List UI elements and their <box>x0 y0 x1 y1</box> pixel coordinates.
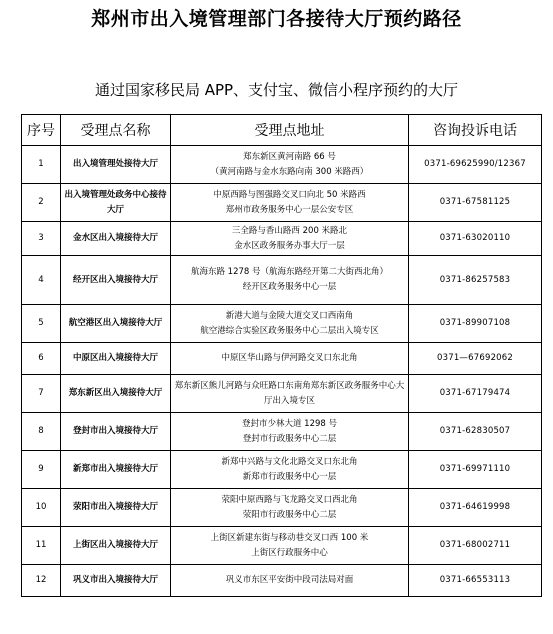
row-office-name: 登封市出入境接待大厅 <box>61 413 171 451</box>
row-phone: 0371-86257583 <box>409 256 542 305</box>
address-line: 荥阳中原西路与飞龙路交叉口西北角 <box>221 494 358 505</box>
row-address <box>171 256 409 305</box>
row-office-name: 经开区出入境接待大厅 <box>61 256 171 305</box>
address-line: 登封市少林大道 1298 号 <box>241 418 338 429</box>
row-phone: 0371-68002711 <box>409 527 542 565</box>
address-line: 郑州市政务服务中心一层公安专区 <box>225 204 354 215</box>
row-phone: 0371-64619998 <box>409 489 542 527</box>
row-office-name: 上街区出入境接待大厅 <box>61 527 171 565</box>
page-title: 郑州市出入境管理部门各接待大厅预约路径 <box>91 8 462 30</box>
address-line: 郑东新区熊儿河路与众旺路口东南角郑东新区政务服务中心大厅出入境专区 <box>174 380 405 406</box>
address-line: 登封市行政服务中心二层 <box>242 433 337 444</box>
row-seq: 4 <box>22 256 61 305</box>
row-office-name: 金水区出入境接待大厅 <box>61 222 171 256</box>
table-row <box>22 565 542 597</box>
address-line: 郑东新区黄河南路 66 号 <box>243 151 336 162</box>
row-phone: 0371-62830507 <box>409 413 542 451</box>
table-row <box>22 256 542 305</box>
row-seq: 2 <box>22 184 61 222</box>
address-line: 新港大道与金陵大道交叉口西南角 <box>225 310 354 321</box>
row-seq: 8 <box>22 413 61 451</box>
row-phone: 0371-69625990/12367 <box>409 146 542 184</box>
address-line: 经开区政务服务中心一层 <box>242 282 337 292</box>
row-address <box>171 375 409 413</box>
row-phone: 0371-69971110 <box>409 451 542 489</box>
header-seq: 序号 <box>22 115 61 146</box>
row-address <box>171 527 409 565</box>
header-name: 受理点名称 <box>61 115 171 146</box>
row-seq: 7 <box>22 375 61 413</box>
reception-table <box>21 114 542 597</box>
row-office-name: 郑东新区出入境接待大厅 <box>61 375 171 413</box>
address-line: 中原西路与图强路交叉口向北 50 米路西 <box>213 189 366 200</box>
row-seq: 3 <box>22 222 61 256</box>
row-office-name: 中原区出入境接待大厅 <box>61 343 171 375</box>
address-line: 中原区华山路与伊河路交叉口东北角 <box>221 353 358 363</box>
row-seq: 9 <box>22 451 61 489</box>
address-line: （黄河南路与金水东路向南 300 米路西） <box>210 166 369 177</box>
row-office-name: 荥阳市出入境接待大厅 <box>61 489 171 527</box>
header-address: 受理点地址 <box>171 115 409 146</box>
row-office-name: 航空港区出入境接待大厅 <box>61 305 171 343</box>
row-phone: 0371—67692062 <box>409 343 542 375</box>
address-line: 金水区政务服务办事大厅一层 <box>234 240 345 251</box>
row-address <box>171 451 409 489</box>
row-seq: 6 <box>22 343 61 375</box>
header-phone: 咨询投诉电话 <box>409 115 542 146</box>
address-line: 航空港综合实验区政务服务中心二层出入境专区 <box>200 325 379 336</box>
row-phone: 0371-67179474 <box>409 375 542 413</box>
row-address <box>171 489 409 527</box>
row-seq: 12 <box>22 565 61 597</box>
row-phone: 0371-89907108 <box>409 305 542 343</box>
table-row <box>22 184 542 222</box>
row-office-name: 新郑市出入境接待大厅 <box>61 451 171 489</box>
row-phone: 0371-63020110 <box>409 222 542 256</box>
table-row <box>22 305 542 343</box>
table-row <box>22 489 542 527</box>
address-line: 上街区行政服务中心 <box>251 547 328 558</box>
table-row <box>22 222 542 256</box>
address-line: 新郑中兴路与文化北路交叉口东北角 <box>221 456 358 467</box>
table-row <box>22 146 542 184</box>
address-line: 巩义市东区平安街中段司法局对面 <box>225 575 354 585</box>
address-line: 航海东路 1278 号（航海东路经开第二大街西北角） <box>190 267 389 277</box>
row-phone: 0371-66553113 <box>409 565 542 597</box>
address-line: 上街区新建东街与移动巷交叉口西 100 米 <box>210 532 369 543</box>
row-office-name: 巩义市出入境接待大厅 <box>61 565 171 597</box>
table-row <box>22 375 542 413</box>
row-seq: 10 <box>22 489 61 527</box>
address-line: 三全路与香山路西 200 米路北 <box>231 225 348 236</box>
row-office-name: 出入境管理处政务中心接待大厅 <box>61 184 171 222</box>
table-row <box>22 413 542 451</box>
table-row <box>22 451 542 489</box>
page-subtitle: 通过国家移民局 APP、支付宝、微信小程序预约的大厅 <box>94 81 459 99</box>
address-line: 荥阳市行政服务中心二层 <box>242 509 337 520</box>
row-office-name: 出入境管理处接待大厅 <box>61 146 171 184</box>
row-address <box>171 305 409 343</box>
address-line: 新郑市行政服务中心一层 <box>242 471 337 482</box>
table-body <box>22 146 542 597</box>
row-address <box>171 146 409 184</box>
row-address <box>171 343 409 375</box>
table-row <box>22 343 542 375</box>
table-header-row <box>22 115 542 146</box>
row-address <box>171 413 409 451</box>
row-seq: 11 <box>22 527 61 565</box>
row-address <box>171 222 409 256</box>
row-phone: 0371-67581125 <box>409 184 542 222</box>
row-seq: 5 <box>22 305 61 343</box>
row-seq: 1 <box>22 146 61 184</box>
table-row <box>22 527 542 565</box>
row-address <box>171 184 409 222</box>
row-address <box>171 565 409 597</box>
